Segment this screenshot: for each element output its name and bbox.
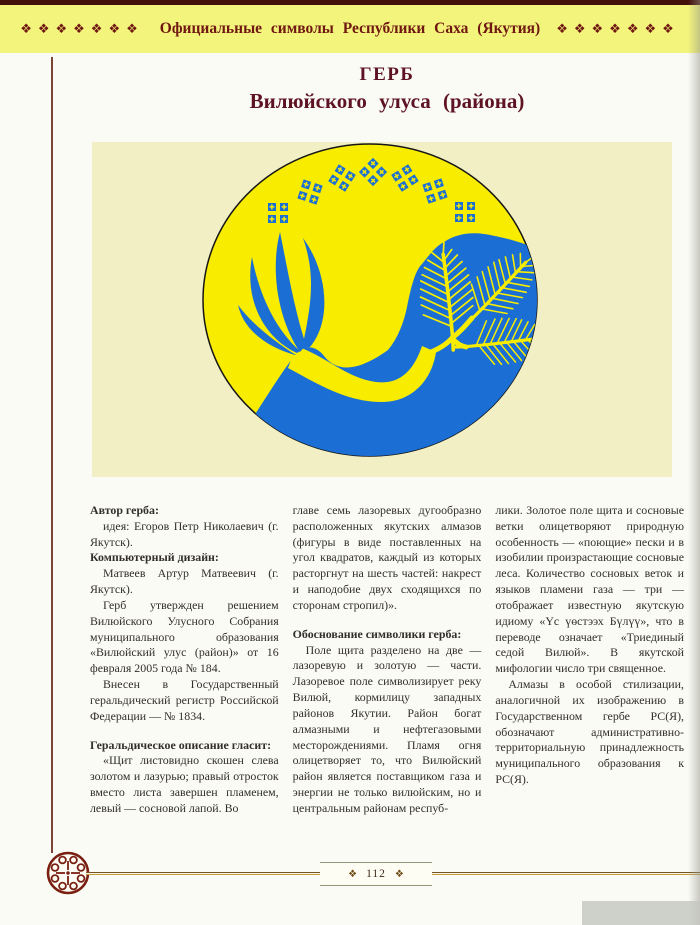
title-line-1: ГЕРБ [359,64,415,85]
page-number-box [320,862,432,886]
paragraph: идея: Егоров Петр Николаевич (г. Якутск). [90,518,279,549]
paragraph: Обоснование символики герба: [292,626,462,641]
diamond-icon: ❖ [348,868,358,880]
scan-corner-shadow [582,901,700,925]
diamond-icon: ❖ [394,868,404,880]
diamond-ornament-row-right: ❖❖❖❖❖❖❖ [556,21,680,36]
paragraph: Геральдическое описание гласит: [90,737,272,752]
article-columns [90,503,684,817]
text-column-2 [293,503,482,817]
paragraph: Поле щита разделено на две — лазоревую и золотую — части. Лазоревое поле символизирует реку Вилюй, кормилицу западных районов Якутии. Район богат алмазными и нефтегазовыми месторождениями. Пламя огня олицетворяет то, что Вилюйский район является поставщиком газа и энергии не только вилюйским, но и центральным районам респуб- [292,642,482,815]
running-header-band [0,5,700,53]
paragraph: главе семь лазоревых дугообразно расположенных якутских алмазов (фигуры в виде поставленных на угол квадратов, каждый из которых расторгнут на шесть частей: накрест и наподобие двух сходящихся по сторонам стропил)». [292,503,482,612]
paragraph: Матвеев Артур Матвеевич (г. Якутск). [90,566,279,597]
text-column-1 [90,503,279,817]
page-edge-shadow [688,0,700,925]
paragraph: Автор герба: [90,503,159,517]
scroll-cross-ornament-icon [44,849,92,897]
title-line-2: Вилюйского улуса (района) [249,89,525,113]
left-margin-rule [51,57,53,853]
text-column-3 [495,503,684,817]
paragraph: Внесен в Государственный геральдический регистр Российской Федерации — № 1834. [90,677,279,723]
paragraph: Компьютерный дизайн: [90,550,219,565]
emblem-panel [92,142,672,477]
page-title [88,64,686,114]
paragraph: Алмазы в особой стилизации, аналогичной их изображению в Государственном гербе РС(Я), обозначают административно-территориальную принадлежность муниципального образования к РС(Я). [495,677,685,787]
paragraph: «Щит листовидно скошен слева золотом и лазурью; правый отросток вместо листа завершен пламенем, левый — сосновой лапой. Во [90,753,279,815]
diamond-ornament-row-left: ❖❖❖❖❖❖❖ [20,21,144,36]
running-header-title: Официальные символы Республики Саха (Якутия) [159,20,541,37]
coat-of-arms-image [92,142,672,477]
paragraph: Герб утвержден решением Вилюйского Улусного Собрания муниципального образования «Вилюйский улус (район)» от 16 февраля 2005 года № 184. [90,597,279,676]
paragraph: лики. Золотое поле щита и сосновые ветки олицетворяют природную особенность — «поющие» пески и в изобилии произрастающие сосновые леса. Количество сосновых веток и языков пламени газа — три — отображает известную якутскую идиому «Үс үөстээх Бүлүү», что в переводе означает «Триединый седой Вилюй». В якутской мифологии число три священное. [495,503,685,676]
page-number: 112 [366,868,386,880]
